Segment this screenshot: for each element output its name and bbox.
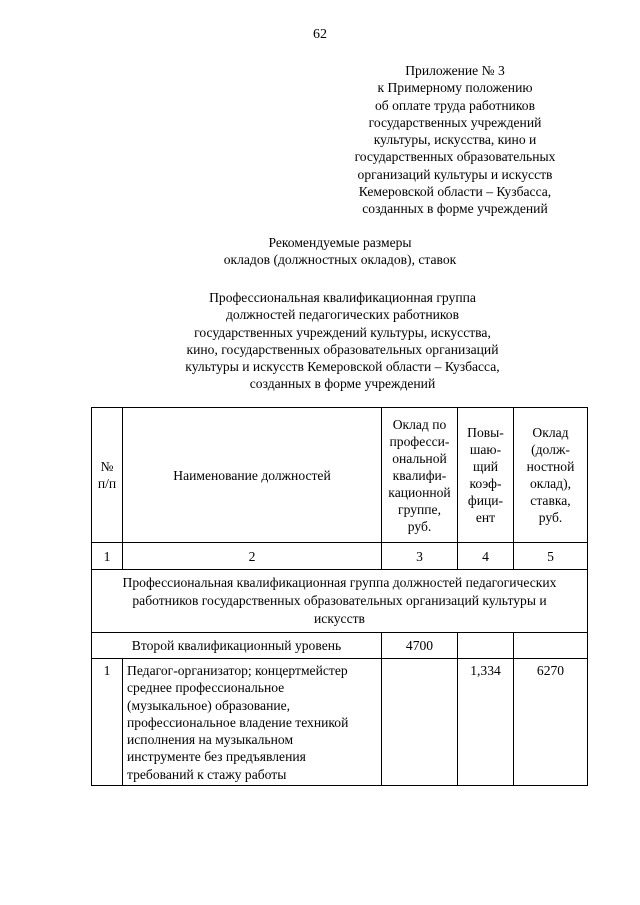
header-text: Оклад по bbox=[392, 416, 447, 432]
appendix-line: Приложение № 3 bbox=[405, 63, 505, 78]
row-salary-group bbox=[382, 659, 458, 786]
header-text: ставка, bbox=[530, 493, 571, 508]
header-text: (долж- bbox=[531, 442, 570, 457]
position-name-line: требований к стажу работы bbox=[127, 766, 287, 782]
header-text: коэф- bbox=[469, 476, 502, 491]
group-title-line: должностей педагогических работников bbox=[225, 307, 460, 323]
header-text: шаю- bbox=[469, 442, 502, 457]
table-row bbox=[92, 659, 588, 786]
group-title-line: созданных в форме учреждений bbox=[249, 376, 436, 392]
group-title-line: культуры и искусств Кемеровской области – Кузбасса, bbox=[185, 359, 500, 375]
header-text: п/п bbox=[97, 476, 117, 491]
header-text: щий bbox=[472, 459, 499, 474]
recommended-title-line: Рекомендуемые размеры bbox=[268, 235, 412, 250]
group-title-line: государственных учреждений культуры, искусства, bbox=[194, 324, 491, 340]
header-text: оклад), bbox=[529, 476, 572, 491]
recommended-title bbox=[120, 234, 560, 269]
column-number: 5 bbox=[514, 543, 588, 570]
group-row-line: искусств bbox=[314, 611, 365, 626]
header-text: Повы- bbox=[467, 425, 504, 440]
column-number: 2 bbox=[123, 543, 382, 570]
level-salary: 4700 bbox=[382, 633, 458, 659]
header-text: ностной bbox=[526, 459, 575, 474]
header-text: № bbox=[100, 459, 114, 474]
level-name: Второй квалификационный уровень bbox=[92, 633, 382, 659]
appendix-line: государственных учреждений bbox=[368, 114, 542, 130]
group-title-line: Профессиональная квалификационная группа bbox=[209, 290, 476, 305]
position-name-line: инструменте без предъявления bbox=[127, 749, 306, 765]
appendix-line: организаций культуры и искусств bbox=[357, 166, 553, 182]
row-number: 1 bbox=[92, 659, 123, 786]
header-text: квалифи- bbox=[392, 467, 447, 483]
header-coefficient bbox=[458, 408, 514, 543]
appendix-line: об оплате труда работников bbox=[374, 97, 536, 113]
column-number: 1 bbox=[92, 543, 123, 570]
table-header-row bbox=[92, 408, 588, 543]
group-row-line: работников государственных образовательных организаций культуры и bbox=[132, 593, 547, 608]
level-coefficient bbox=[458, 633, 514, 659]
group-title-line: кино, государственных образовательных организаций bbox=[186, 341, 499, 357]
group-row-line: Профессиональная квалификационная группа должностей педагогических bbox=[122, 575, 557, 590]
header-text: ент bbox=[475, 510, 496, 525]
position-name bbox=[123, 659, 382, 786]
qualification-group-row bbox=[92, 570, 588, 633]
header-text: Наименование должностей bbox=[173, 467, 331, 483]
header-text: ональной bbox=[392, 450, 447, 466]
appendix-line: культуры, искусства, кино и bbox=[373, 132, 537, 148]
column-number-row bbox=[92, 543, 588, 570]
group-title bbox=[110, 289, 575, 393]
qualification-level-row bbox=[92, 633, 588, 659]
header-text: Оклад bbox=[532, 425, 569, 440]
position-name-line: профессиональное владение техникой bbox=[127, 714, 349, 730]
header-salary-group bbox=[382, 408, 458, 543]
salary-table bbox=[91, 407, 588, 786]
appendix-line: к Примерному положению bbox=[377, 80, 533, 96]
header-text: професси- bbox=[389, 433, 450, 449]
header-name bbox=[123, 408, 382, 543]
header-text: кационной bbox=[388, 484, 451, 500]
header-text: руб. bbox=[538, 510, 563, 525]
appendix-line: Кемеровской области – Кузбасса, bbox=[358, 184, 552, 200]
header-text: руб. bbox=[407, 518, 432, 534]
position-name-line: исполнения на музыкальном bbox=[127, 732, 294, 748]
page-number: 62 bbox=[313, 27, 327, 42]
header-text: фици- bbox=[467, 493, 504, 508]
column-number: 3 bbox=[382, 543, 458, 570]
level-empty bbox=[514, 633, 588, 659]
recommended-title-line: окладов (должностных окладов), ставок bbox=[223, 252, 457, 268]
row-coefficient: 1,334 bbox=[458, 659, 514, 786]
position-name-line: (музыкальное) образование, bbox=[127, 697, 291, 713]
position-name-line: Педагог-организатор; концертмейстер bbox=[127, 663, 348, 678]
header-text: группе, bbox=[398, 501, 441, 517]
header-num bbox=[92, 408, 123, 543]
header-salary bbox=[514, 408, 588, 543]
appendix-heading bbox=[332, 62, 578, 218]
appendix-line: созданных в форме учреждений bbox=[362, 201, 548, 217]
position-name-line: среднее профессиональное bbox=[127, 680, 285, 696]
column-number: 4 bbox=[458, 543, 514, 570]
appendix-line: государственных образовательных bbox=[354, 149, 556, 165]
row-salary: 6270 bbox=[514, 659, 588, 786]
qualification-group-cell bbox=[92, 570, 588, 633]
